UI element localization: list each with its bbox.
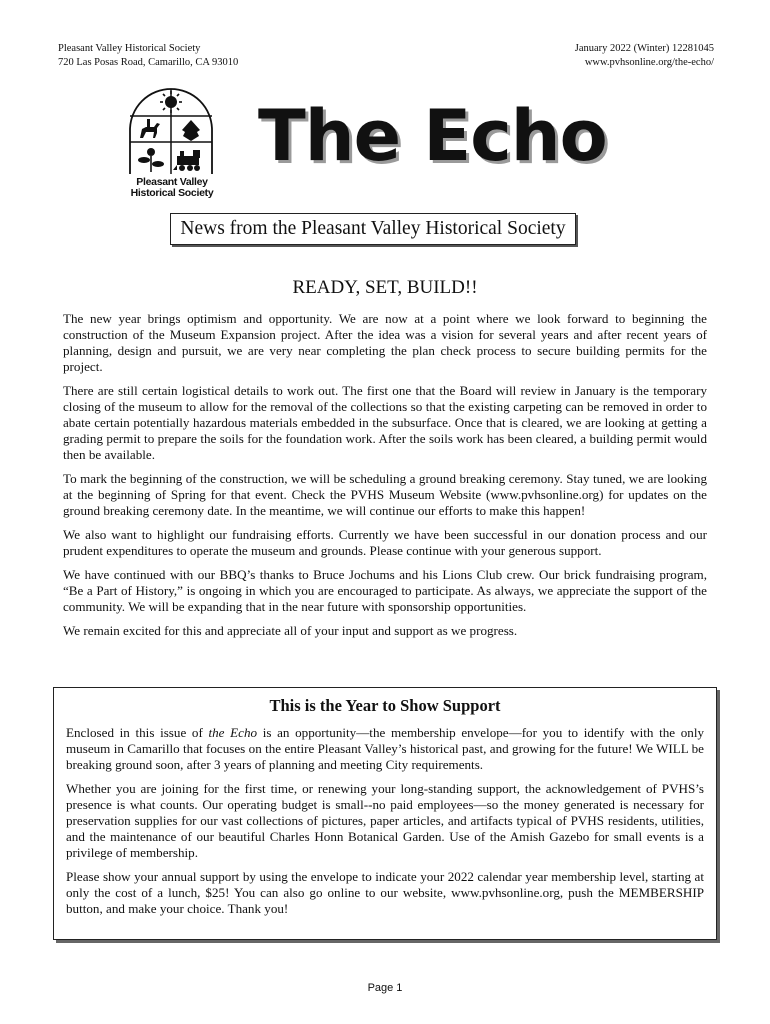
article-paragraph: The new year brings optimism and opportunity. We are now at a point where we look forward to beginning the construction of the Museum Expansion project. After the idea was a vision for several years and after recent years of planning, design and pursuit, we are very near completing the plan check process to secure building permits for the project. bbox=[63, 311, 707, 374]
page-number: Page 1 bbox=[367, 982, 403, 994]
arrowhead-icon bbox=[182, 120, 200, 141]
logo-line-2: Historical Society bbox=[130, 187, 214, 199]
article-paragraph: There are still certain logistical details to work out. The first one that the Board will review in January is the temporary closing of the museum to allow for the removal of the collections so that the existing carpeting can be removed in order to abate certain potentially hazardous materials embedded in the subsurface. Once that is cleared, we are looking at getting a grading permit to prepare the soils for the foundation work. After the soils work has been cleared, a building permit would then be available. bbox=[63, 383, 707, 462]
support-paragraph: Please show your annual support by using the envelope to indicate your 2022 calendar year membership level, starting at only the cost of a lunch, $25! You can also go online to our website, www.pvhsonline.org, push the MEMBERSHIP button, and make your choice. Thank you! bbox=[66, 869, 704, 916]
org-address: 720 Las Posas Road, Camarillo, CA 93010 bbox=[58, 57, 239, 68]
issue-info: January 2022 (Winter) 12281045 bbox=[574, 43, 714, 54]
support-text: is an opportunity—the membership envelope—for you to identify with the only museum in Camarillo that focuses on the entire Pleasant Valley’s historical past, and growing for the future! We WILL be breaking ground soon, after 3 years of planning and meeting City requirements. bbox=[66, 725, 704, 772]
org-name: Pleasant Valley Historical Society bbox=[58, 43, 201, 54]
header-right bbox=[575, 42, 714, 70]
logo-caption bbox=[118, 177, 226, 199]
support-paragraph: Whether you are joining for the first time, or renewing your long-standing support, the acknowledgement of PVHS’s presence is what counts. Our operating budget is small--no paid employees—so the money generated is necessary for preservation supplies for our vast collections of pictures, paper articles, and artifacts typical of PVHS residents, utilities, and the maintenance of our beautiful Charles Honn Botanical Garden. Use of the Amish Gazebo for small events is a privilege of membership. bbox=[66, 781, 704, 860]
support-callout-box bbox=[53, 687, 717, 940]
support-title: This is the Year to Show Support bbox=[269, 696, 501, 715]
newsletter-subtitle: News from the Pleasant Valley Historical Society bbox=[170, 213, 576, 245]
flower-icon bbox=[138, 148, 164, 172]
locomotive-icon bbox=[173, 150, 200, 171]
article-paragraph: We remain excited for this and appreciate all of your input and support as we progress. bbox=[63, 623, 518, 638]
article-body bbox=[63, 311, 707, 647]
header-left bbox=[58, 42, 238, 70]
article-headline: READY, SET, BUILD!! bbox=[292, 277, 478, 298]
support-text: Enclosed in this issue of bbox=[66, 725, 209, 740]
support-paragraph bbox=[66, 725, 704, 773]
newsletter-name-italic: the Echo bbox=[208, 725, 258, 740]
article-paragraph: We also want to highlight our fundraising efforts. Currently we have been successful in our donation process and our prudent expenditures to operate the museum and grounds. Please continue with your generous support. bbox=[63, 527, 707, 558]
website-url: www.pvhsonline.org/the-echo/ bbox=[584, 57, 714, 68]
newsletter-title: The Echo bbox=[258, 95, 607, 177]
article-paragraph: We have continued with our BBQ’s thanks to Bruce Jochums and his Lions Club crew. Our brick fundraising program, “Be a Part of History,” is ongoing in which you are encouraged to participate. As always, we appreciate the support of the community. We will be expanding that in the near future with sponsorship opportunities. bbox=[63, 567, 707, 614]
horse-icon bbox=[140, 119, 160, 138]
logo-line-1: Pleasant Valley bbox=[136, 176, 208, 188]
article-paragraph: To mark the beginning of the construction, we will be scheduling a ground breaking ceremony. Stay tuned, we are looking at the beginning of Spring for that event. Check the PVHS Museum Website (www.pvhsonline.org) for updates on the ground breaking ceremony date. In the meantime, we will continue our efforts to make this happen! bbox=[63, 471, 707, 518]
